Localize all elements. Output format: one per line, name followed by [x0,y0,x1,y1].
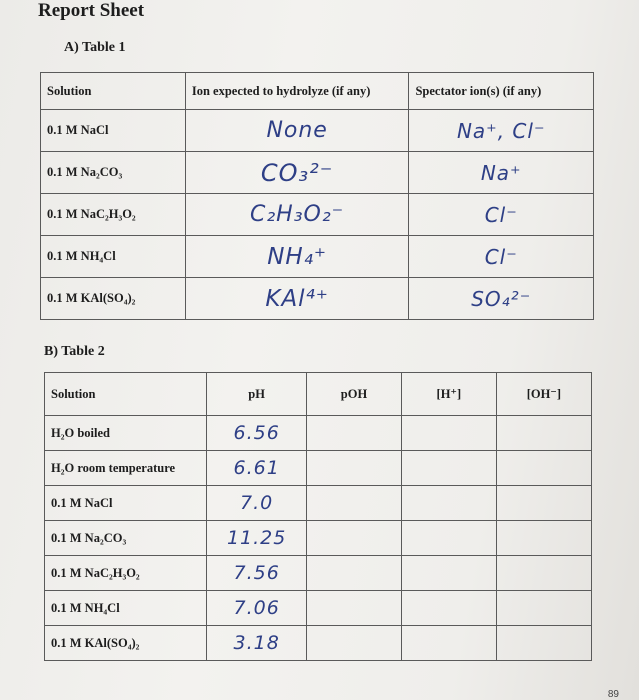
ion-handwritten: None [266,118,328,143]
ph-cell [207,451,307,486]
oh-cell [496,556,591,591]
oh-cell [496,416,591,451]
table-row [41,194,594,236]
poh-cell [307,521,402,556]
h-cell [401,486,496,521]
spectator-handwritten: SO₄²⁻ [471,286,532,311]
ion-handwritten: NH₄⁺ [267,243,328,270]
ph-cell [207,521,307,556]
spectator-cell [409,236,594,278]
poh-cell [307,416,402,451]
spectator-cell [409,152,594,194]
table-row [45,486,592,521]
solution-cell: 0.1 M KAl(SO₄)₂ [45,626,207,661]
ph-handwritten: 11.25 [226,527,287,549]
table-row [45,626,592,661]
poh-cell [307,591,402,626]
table1-header-solution: Solution [41,73,186,110]
spectator-handwritten: Cl⁻ [484,202,518,227]
solution-cell: 0.1 M NH₄Cl [41,236,186,278]
ph-cell [207,486,307,521]
poh-cell [307,486,402,521]
h-cell [401,416,496,451]
ion-cell [185,236,409,278]
table1-header-row [41,73,594,110]
solution-cell: 0.1 M NH₄Cl [45,591,207,626]
spectator-handwritten: Na⁺, Cl⁻ [456,118,546,143]
poh-cell [307,556,402,591]
oh-cell [496,591,591,626]
solution-cell: 0.1 M NaCl [45,486,207,521]
solution-cell: 0.1 M KAl(SO₄)₂ [41,278,186,320]
h-cell [401,556,496,591]
ion-cell [185,110,409,152]
ph-handwritten: 6.61 [233,457,280,479]
table-row [41,278,594,320]
ph-handwritten: 7.06 [233,597,280,619]
table2-header-solution: Solution [45,373,207,416]
table-row [45,451,592,486]
oh-cell [496,486,591,521]
ph-handwritten: 6.56 [233,422,280,444]
solution-cell: 0.1 M NaCl [41,110,186,152]
table2 [44,372,592,661]
ion-handwritten: CO₃²⁻ [260,158,334,187]
table2-heading: B) Table 2 [44,344,105,359]
solution-cell: H₂O boiled [45,416,207,451]
table1-heading: A) Table 1 [64,40,126,55]
table1-header-ion: Ion expected to hydrolyze (if any) [185,73,409,110]
solution-cell: 0.1 M Na₂CO₃ [45,521,207,556]
table2-header-ph: pH [207,373,307,416]
spectator-handwritten: Na⁺ [480,160,522,185]
oh-cell [496,626,591,661]
h-cell [401,626,496,661]
table2-header-h: [H⁺] [401,373,496,416]
ph-cell [207,556,307,591]
solution-cell: H₂O room temperature [45,451,207,486]
table-row [45,556,592,591]
solution-cell: 0.1 M NaC₂H₃O₂ [41,194,186,236]
ph-handwritten: 3.18 [233,632,280,654]
ion-handwritten: C₂H₃O₂⁻ [250,202,345,227]
ion-cell [185,152,409,194]
table-row [45,591,592,626]
page-title: Report Sheet [38,0,145,21]
ph-handwritten: 7.0 [240,492,274,514]
table-row [45,416,592,451]
ion-cell [185,194,409,236]
table-row [45,521,592,556]
ph-cell [207,416,307,451]
solution-cell: 0.1 M NaC₂H₃O₂ [45,556,207,591]
oh-cell [496,451,591,486]
oh-cell [496,521,591,556]
ph-handwritten: 7.56 [233,562,280,584]
ph-cell [207,626,307,661]
poh-cell [307,626,402,661]
table-row [41,110,594,152]
table2-header-poh: pOH [307,373,402,416]
h-cell [401,591,496,626]
poh-cell [307,451,402,486]
ion-handwritten: KAl⁴⁺ [265,285,329,312]
spectator-cell [409,194,594,236]
table-row [41,152,594,194]
table-row [41,236,594,278]
table1 [40,72,594,320]
solution-cell: 0.1 M Na₂CO₃ [41,152,186,194]
ion-cell [185,278,409,320]
spectator-cell [409,278,594,320]
page-number: 89 [607,689,619,700]
table1-header-spectator: Spectator ion(s) (if any) [409,73,594,110]
table2-header-row [45,373,592,416]
spectator-cell [409,110,594,152]
h-cell [401,451,496,486]
h-cell [401,521,496,556]
spectator-handwritten: Cl⁻ [484,244,518,269]
ph-cell [207,591,307,626]
table2-header-oh: [OH⁻] [496,373,591,416]
